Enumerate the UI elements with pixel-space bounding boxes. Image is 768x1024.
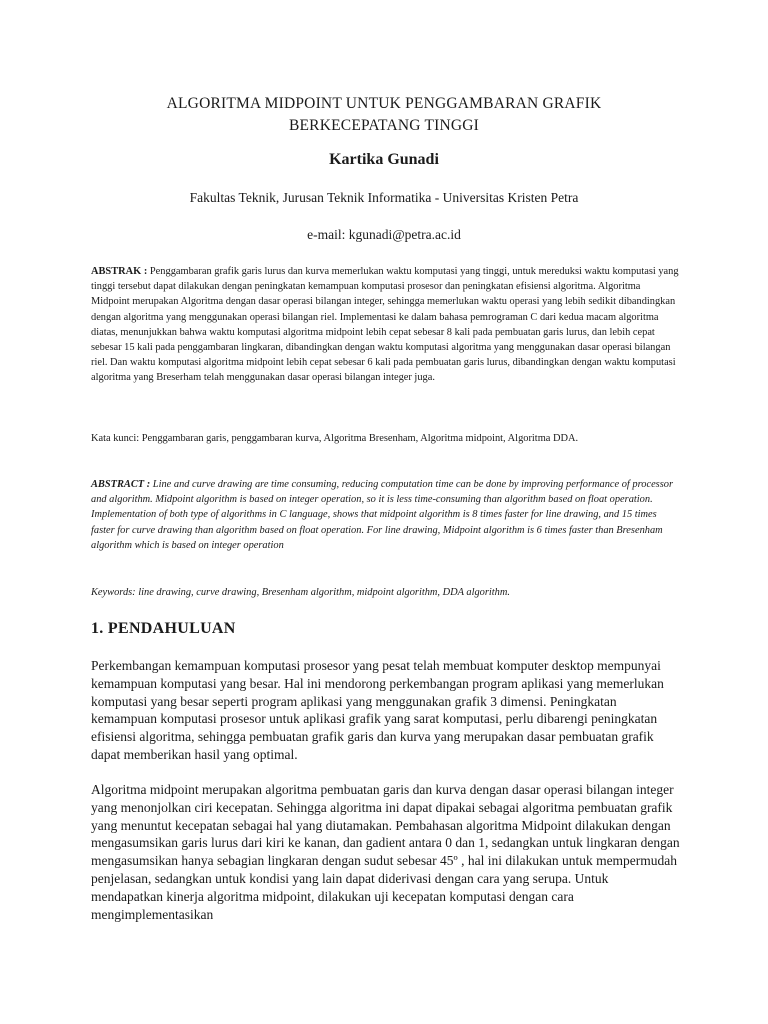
section-heading: 1. PENDAHULUAN [91,620,236,637]
abstract-text: Line and curve drawing are time consuming, reducing computation time can be done by improving performance of processor and algorithm. Midpoint algorithm is based on integer operation, so it is less time-consuming than algorithm based on float operation. Implementation of both type of algorithms in C language, shows that midpoint algorithm is 8 times faster for line drawing, and 15 times faster for curve drawing than algorithm based on float operation. For line drawing, Midpoint algorithm is 6 times faster than Bresenham algorithm which is based on integer operation [91,479,674,551]
keywords: Keywords: line drawing, curve drawing, Bresenham algorithm, midpoint algorithm, DDA algorithm. [91,587,510,598]
abstrak-text: Penggambaran grafik garis lurus dan kurva memerlukan waktu komputasi yang tinggi, untuk mereduksi waktu komputasi yang tinggi tersebut dapat dilakukan dengan peningkatan kemampuan komputasi prosesor dan peningkatan efisiensi algoritma. Algoritma Midpoint merupakan Algoritma dengan dasar operasi bilangan integer, sehingga memerlukan waktu operasi yang lebih sedikit dibandingkan dengan algoritma yang menggunakan operasi bilangan riel. Implementasi ke dalam bahasa pemrograman C dari kedua macam algoritma diatas, menunjukkan bahwa waktu komputasi algoritma midpoint lebih cepat sebesar 8 kali pada pembuatan garis lurus, dan lebih cepat sebesar 15 kali pada penggambaran lingkaran, dibandingkan dengan waktu komputasi algoritma yang menggunakan dasar operasi bilangan riel. Dan waktu komputasi algoritma midpoint lebih cepat sebesar 6 kali pada pembuatan garis lurus, dibandingkan dengan waktu komputasi algoritma yang Breserham telah menggunakan dasar operasi bilangan integer juga. [91,266,679,384]
abstract-paragraph [91,477,676,553]
kata-kunci: Kata kunci: Penggambaran garis, penggambaran kurva, Algoritma Bresenham, Algoritma midpoint, Algoritma DDA. [91,433,579,444]
body-paragraph-2: Algoritma midpoint merupakan algoritma pembuatan garis dan kurva dengan dasar operasi bilangan integer yang menonjolkan ciri kecepatan. Sehingga algoritma ini dapat dipakai sebagai algoritma pembuatan grafik yang menuntut kecepatan sebagai hal yang diutamakan. Pembahasan algoritma Midpoint dilakukan dengan mengasumsikan garis lurus dari kiri ke kanan, dan gadient antara 0 dan 1, sedangkan untuk lingkaran dengan mengasumsikan hanya sebagian lingkaran dengan sudut sebesar 45º , hal ini dilakukan untuk mempermudah penjelasan, sedangkan untuk kondisi yang lain dapat diderivasi dengan cara yang serupa. Untuk mendapatkan kinerja algoritma midpoint, dilakukan uji kecepatan komputasi dengan cara mengimplementasikan [91,782,680,922]
author-name: Kartika Gunadi [329,151,439,168]
title-line-1: ALGORITMA MIDPOINT UNTUK PENGGAMBARAN GRAFIK [166,95,602,112]
body-paragraph-1: Perkembangan kemampuan komputasi prosesor yang pesat telah membuat komputer desktop mempunyai kemampuan komputasi yang besar. Hal ini mendorong perkembangan program aplikasi yang memerlukan komputasi yang besar seperti program aplikasi yang menggunakan grafik 3 dimensi. Peningkatan kemampuan komputasi prosesor untuk aplikasi grafik yang sarat komputasi, perlu dibarengi peningkatan efisiensi algoritma, sehingga pembuatan grafik garis dan kurva yang merupakan dasar pembuatan grafik dapat memberikan hasil yang optimal. [91,658,664,762]
author-email: e-mail: kgunadi@petra.ac.id [307,227,461,242]
abstract-label: ABSTRACT : [91,479,151,490]
abstrak-label: ABSTRAK : [91,266,148,277]
abstrak-paragraph [91,264,679,386]
author-affiliation: Fakultas Teknik, Jurusan Teknik Informatika - Universitas Kristen Petra [189,190,579,205]
title-line-2: BERKECEPATANG TINGGI [288,117,480,134]
paper-title [60,93,708,137]
